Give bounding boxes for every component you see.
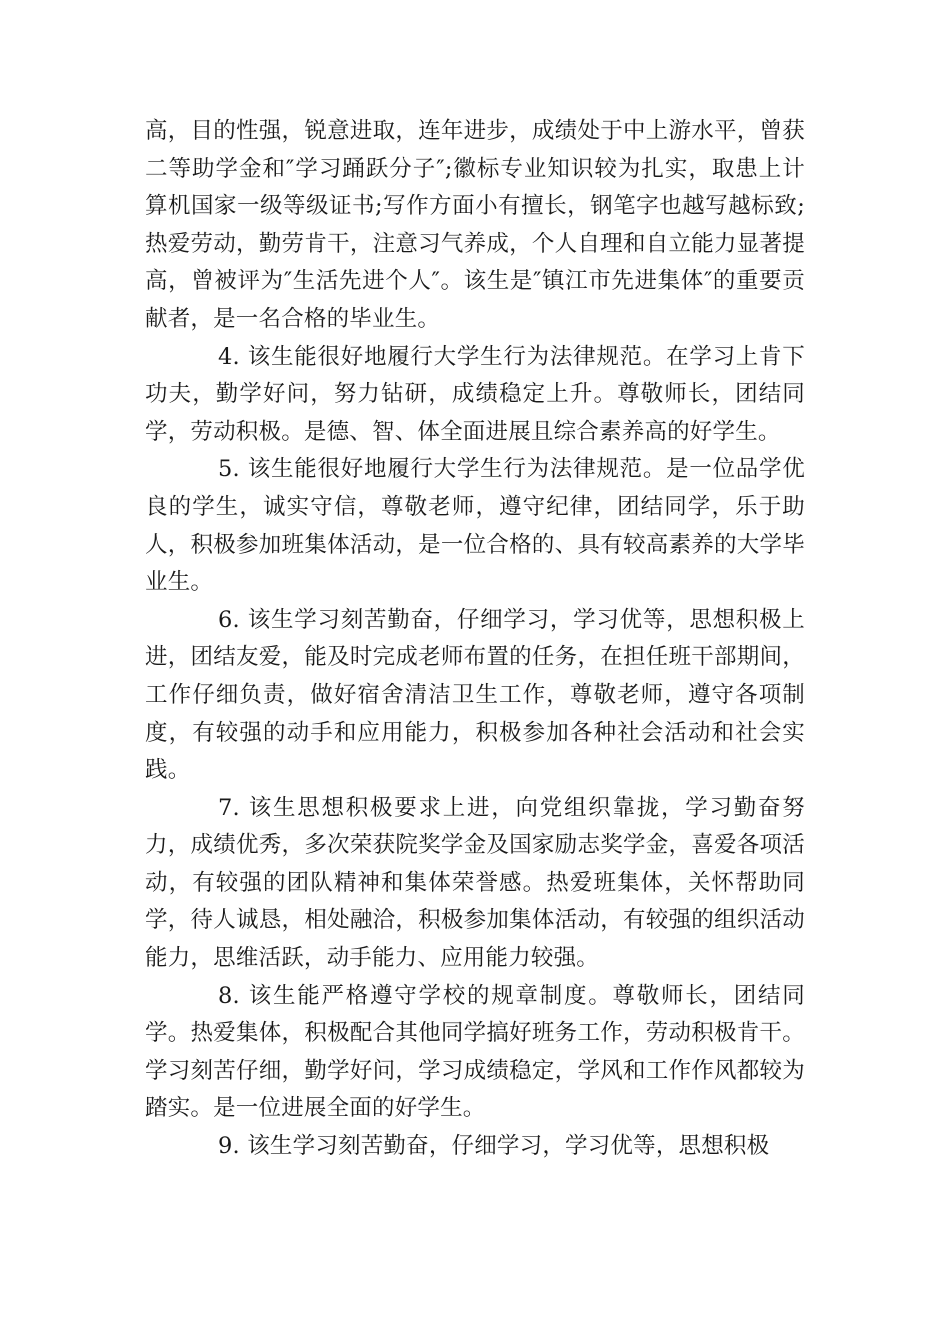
paragraph-item-9: 9. 该生学习刻苦勤奋，仔细学习，学习优等，思想积极 (218, 1133, 770, 1160)
paragraph-item-6: 6. 该生学习刻苦勤奋，仔细学习，学习优等，思想积极上进，团结友爱，能及时完成老师布置的任务，在担任班干部期间，工作仔细负责，做好宿舍清洁卫生工作，尊敬老师，遵守各项制度，有较强的动手和应用能力，积极参加各种社会活动和社会实践。 (145, 606, 805, 784)
paragraph-item-8: 8. 该生能严格遵守学校的规章制度。尊敬师长，团结同学。热爱集体，积极配合其他同学搞好班务工作，劳动积极肯干。学习刻苦仔细，勤学好问，学习成绩稳定，学风和工作作风都较为踏实。是一位进展全面的好学生。 (145, 982, 805, 1122)
paragraph-continued: 高，目的性强，锐意进取，连年进步，成绩处于中上游水平，曾获二等助学金和″学习踊跃分子″;徽标专业知识较为扎实，取患上计算机国家一级等级证书;写作方面小有擅长，钢笔字也越写越标致;热爱劳动，勤劳肯干，注意习气养成，个人自理和自立能力显著提高，曾被评为″生活先进个人″。该生是″镇江市先进集体″的重要贡献者，是一名合格的毕业生。 (145, 118, 805, 332)
paragraph-item-7: 7. 该生思想积极要求上进，向党组织靠拢，学习勤奋努力，成绩优秀，多次荣获院奖学金及国家励志奖学金，喜爱各项活动，有较强的团队精神和集体荣誉感。热爱班集体，关怀帮助同学，待人诚恳，相处融洽，积极参加集体活动，有较强的组织活动能力，思维活跃，动手能力、应用能力较强。 (145, 794, 805, 972)
document-body (145, 113, 805, 1166)
paragraph-item-4: 4. 该生能很好地履行大学生行为法律规范。在学习上肯下功夫，勤学好问，努力钻研，成绩稳定上升。尊敬师长，团结同学，劳动积极。是德、智、体全面进展且综合素养高的好学生。 (145, 343, 805, 445)
paragraph-item-5: 5. 该生能很好地履行大学生行为法律规范。是一位品学优良的学生，诚实守信，尊敬老师，遵守纪律，团结同学，乐于助人，积极参加班集体活动，是一位合格的、具有较高素养的大学毕业生。 (145, 456, 805, 596)
